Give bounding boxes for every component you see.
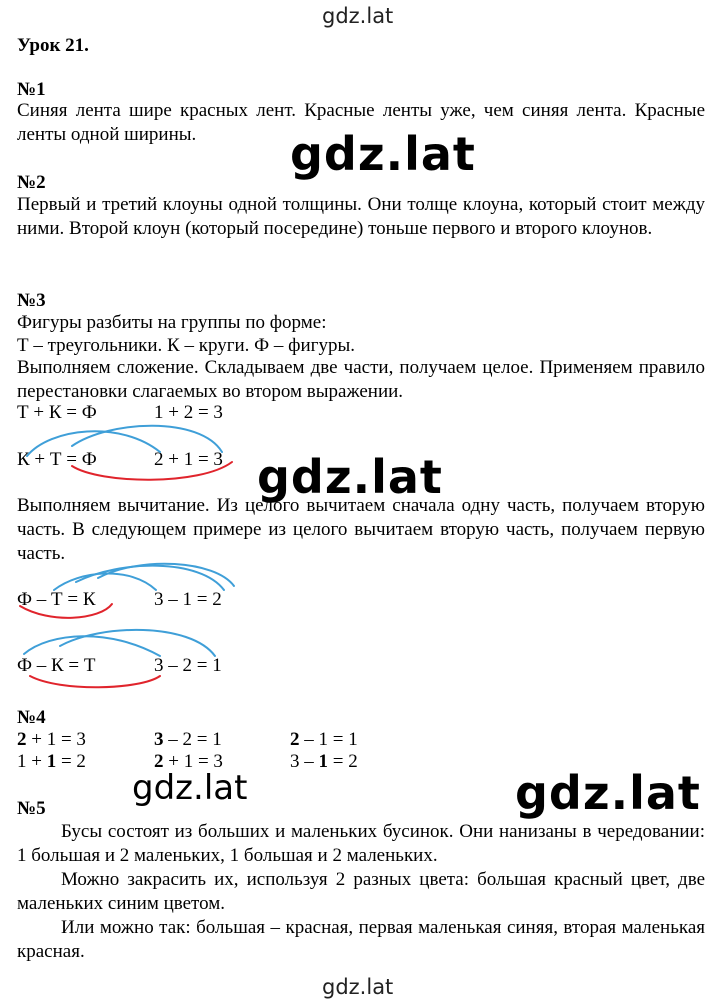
watermark-top: gdz.lat (322, 4, 394, 28)
blue-arc (54, 573, 156, 590)
task5-paragraph-1: Бусы состоят из больших и маленьких бусинок. Они нанизаны в чередовании: 1 большая и 2 маленьких, 1 большая и 2 маленьких. (17, 821, 705, 866)
lesson-title: Урок 21. (17, 35, 89, 56)
task2-text: Первый и третий клоуны одной толщины. Они толще клоуна, который стоит между ними. Второй клоун (который посередине) тоньше первого и второго клоунов. (17, 194, 705, 239)
task4-expression: 2 + 1 = 3 (17, 729, 86, 750)
task1-text: Синяя лента шире красных лент. Красные ленты уже, чем синяя лента. Красные ленты одной ширины. (17, 100, 705, 145)
blue-arc (60, 630, 215, 656)
equation-numbers-3: 3 – 1 = 2 (154, 589, 222, 610)
red-arc (30, 676, 160, 687)
task5-paragraph-2: Можно закрасить их, используя 2 разных цвета: большая красный цвет, две маленьких синим цветом. (17, 869, 705, 914)
blue-arc (24, 636, 160, 656)
task3-line1: Фигуры разбиты на группы по форме: (17, 312, 327, 333)
equation-letters-4: Ф – К = Т (17, 655, 96, 676)
watermark-large: gdz.lat (515, 766, 701, 820)
task4-expression: 1 + 1 = 2 (17, 751, 86, 772)
task3-heading: №3 (17, 290, 46, 311)
equation-numbers-2: 2 + 1 = 3 (154, 449, 223, 470)
task3-line2: Т – треугольники. К – круги. Ф – фигуры. (17, 335, 355, 356)
equation-numbers-1: 1 + 2 = 3 (154, 402, 223, 423)
task4-expression: 2 – 1 = 1 (290, 729, 358, 750)
blue-arc (98, 564, 234, 586)
watermark-medium: gdz.lat (132, 768, 248, 808)
equation-letters-1: Т + К = Ф (17, 402, 97, 423)
task5-heading: №5 (17, 798, 46, 819)
task4-expression: 3 – 1 = 2 (290, 751, 358, 772)
task2-heading: №2 (17, 172, 46, 193)
watermark-bottom: gdz.lat (322, 975, 394, 999)
equation-letters-2: К + Т = Ф (17, 449, 97, 470)
task5-paragraph-3: Или можно так: большая – красная, первая маленькая синяя, вторая маленькая красная. (17, 917, 705, 962)
task1-heading: №1 (17, 79, 46, 100)
equation-letters-3: Ф – Т = К (17, 589, 96, 610)
task4-heading: №4 (17, 707, 46, 728)
blue-arc (76, 566, 224, 590)
task4-expression: 3 – 2 = 1 (154, 729, 222, 750)
task3-addition-text: Выполняем сложение. Складываем две части, получаем целое. Применяем правило перестановки слагаемых во втором выражении. (17, 357, 705, 402)
task4-expression: 2 + 1 = 3 (154, 751, 223, 772)
equation-numbers-4: 3 – 2 = 1 (154, 655, 222, 676)
watermark-large: gdz.lat (290, 127, 476, 181)
watermark-large: gdz.lat (257, 450, 443, 504)
task3-subtraction-text: Выполняем вычитание. Из целого вычитаем сначала одну часть, получаем вторую часть. В следующем примере из целого вычитаем вторую часть, получаем первую часть. (17, 495, 705, 564)
